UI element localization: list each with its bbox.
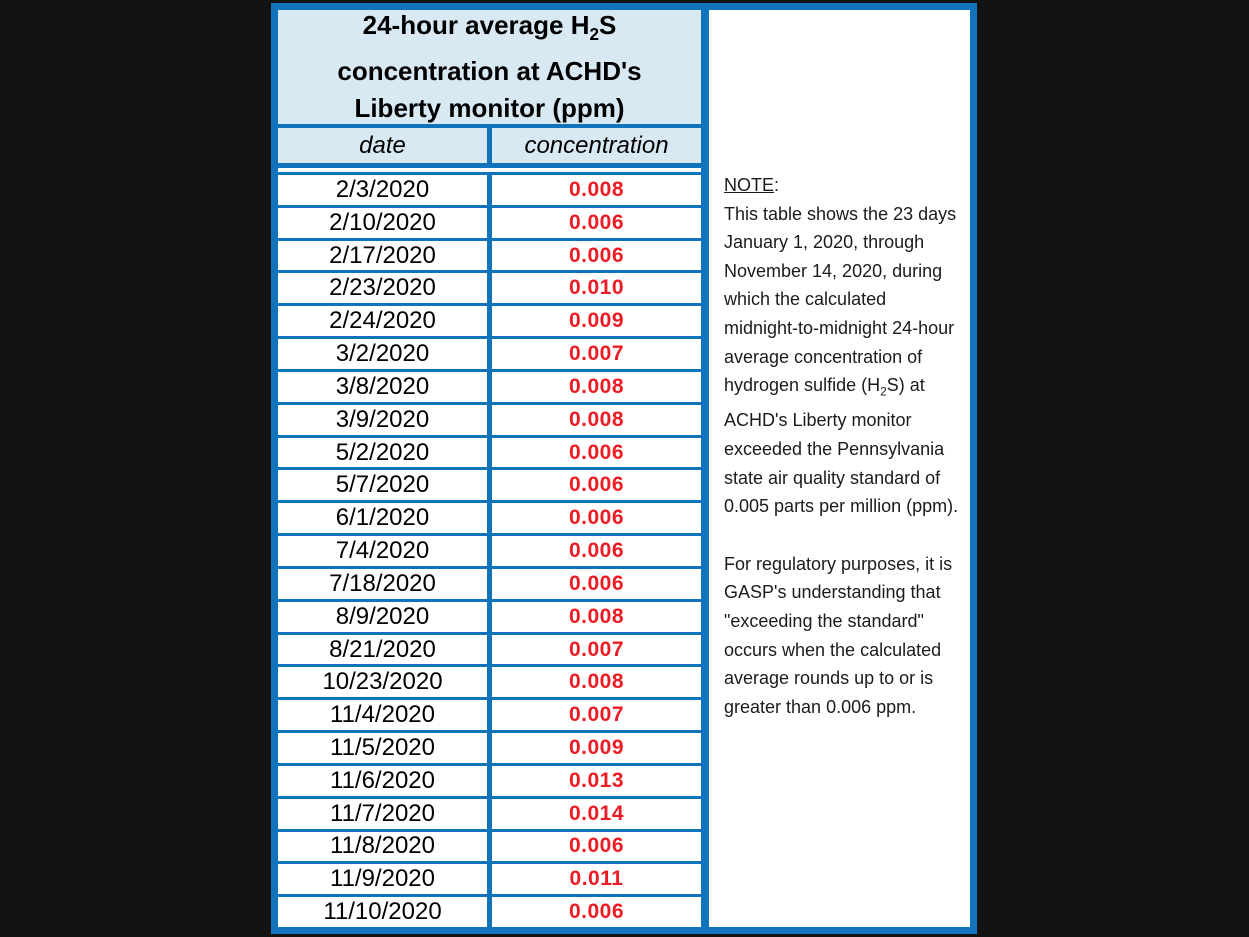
date-cell: 2/17/2020 bbox=[278, 239, 490, 272]
date-cell: 11/10/2020 bbox=[278, 896, 490, 927]
note-label-colon: : bbox=[774, 175, 780, 195]
table-row bbox=[278, 305, 701, 338]
concentration-cell: 0.007 bbox=[490, 699, 702, 732]
concentration-cell: 0.013 bbox=[490, 764, 702, 797]
date-cell: 7/4/2020 bbox=[278, 535, 490, 568]
date-cell: 11/4/2020 bbox=[278, 699, 490, 732]
date-cell: 11/8/2020 bbox=[278, 830, 490, 863]
concentration-cell: 0.007 bbox=[490, 338, 702, 371]
date-cell: 3/8/2020 bbox=[278, 370, 490, 403]
concentration-cell: 0.006 bbox=[490, 535, 702, 568]
concentration-cell: 0.008 bbox=[490, 403, 702, 436]
table-row bbox=[278, 239, 701, 272]
table-row bbox=[278, 732, 701, 765]
data-table bbox=[278, 172, 701, 927]
date-cell: 5/7/2020 bbox=[278, 469, 490, 502]
table-row bbox=[278, 403, 701, 436]
concentration-cell: 0.006 bbox=[490, 896, 702, 927]
date-cell: 7/18/2020 bbox=[278, 567, 490, 600]
table-row bbox=[278, 797, 701, 830]
table-row bbox=[278, 338, 701, 371]
h2s-exceedance-figure bbox=[271, 3, 977, 934]
table-title-line-3: Liberty monitor (ppm) bbox=[354, 93, 625, 124]
table-title bbox=[278, 10, 701, 128]
concentration-cell: 0.006 bbox=[490, 206, 702, 239]
concentration-cell: 0.006 bbox=[490, 436, 702, 469]
concentration-cell: 0.007 bbox=[490, 633, 702, 666]
concentration-cell: 0.006 bbox=[490, 567, 702, 600]
note-heading bbox=[724, 171, 965, 200]
concentration-cell: 0.010 bbox=[490, 272, 702, 305]
table-row bbox=[278, 666, 701, 699]
date-cell: 6/1/2020 bbox=[278, 502, 490, 535]
table-row bbox=[278, 436, 701, 469]
table-row bbox=[278, 633, 701, 666]
table-title-line-2: concentration at ACHD's bbox=[337, 56, 642, 87]
table-title-line-1: 24-hour average $H_2S$ bbox=[362, 9, 617, 45]
table-row bbox=[278, 764, 701, 797]
date-cell: 10/23/2020 bbox=[278, 666, 490, 699]
table-row bbox=[278, 830, 701, 863]
date-cell: 11/5/2020 bbox=[278, 732, 490, 765]
date-cell: 3/9/2020 bbox=[278, 403, 490, 436]
date-cell: 11/7/2020 bbox=[278, 797, 490, 830]
table-row bbox=[278, 535, 701, 568]
date-cell: 11/9/2020 bbox=[278, 863, 490, 896]
date-cell: 11/6/2020 bbox=[278, 764, 490, 797]
note-paragraph-1: This table shows the 23 days January 1, 2020, through November 14, 2020, during which the calculated midnight-to-midnight 24-hour average concentration of hydrogen sulfide $(H_2S)$ at ACHD's Liberty monitor exceeded the Pennsylvania state air quality standard of 0.005 parts per million (ppm). bbox=[724, 203, 959, 517]
concentration-cell: 0.011 bbox=[490, 863, 702, 896]
concentration-cell: 0.006 bbox=[490, 502, 702, 535]
concentration-cell: 0.008 bbox=[490, 666, 702, 699]
date-cell: 3/2/2020 bbox=[278, 338, 490, 371]
column-header-date: date bbox=[278, 128, 492, 163]
table-row bbox=[278, 699, 701, 732]
note-paragraph-2: For regulatory purposes, it is GASP's understanding that "exceeding the standard" occurs when the calculated average rounds up to or is greater than 0.006 ppm. bbox=[724, 553, 953, 717]
table-row bbox=[278, 469, 701, 502]
table-row bbox=[278, 896, 701, 927]
concentration-cell: 0.006 bbox=[490, 830, 702, 863]
concentration-cell: 0.014 bbox=[490, 797, 702, 830]
table-header-row bbox=[278, 128, 701, 168]
date-cell: 2/24/2020 bbox=[278, 305, 490, 338]
date-cell: 2/23/2020 bbox=[278, 272, 490, 305]
table-row bbox=[278, 370, 701, 403]
table-row bbox=[278, 174, 701, 207]
date-cell: 2/3/2020 bbox=[278, 174, 490, 207]
concentration-cell: 0.008 bbox=[490, 370, 702, 403]
date-cell: 2/10/2020 bbox=[278, 206, 490, 239]
table-row bbox=[278, 567, 701, 600]
concentration-cell: 0.006 bbox=[490, 239, 702, 272]
table-row bbox=[278, 863, 701, 896]
table-section bbox=[278, 10, 709, 927]
date-cell: 5/2/2020 bbox=[278, 436, 490, 469]
data-table-wrapper bbox=[278, 172, 701, 927]
column-header-concentration: concentration bbox=[524, 131, 669, 159]
note-paragraph-spacer bbox=[724, 521, 965, 550]
concentration-cell: 0.006 bbox=[490, 469, 702, 502]
note-label: NOTE bbox=[724, 175, 775, 195]
concentration-cell: 0.009 bbox=[490, 305, 702, 338]
note-section bbox=[709, 10, 970, 927]
table-row bbox=[278, 600, 701, 633]
table-row bbox=[278, 502, 701, 535]
table-row bbox=[278, 206, 701, 239]
concentration-cell: 0.009 bbox=[490, 732, 702, 765]
date-cell: 8/21/2020 bbox=[278, 633, 490, 666]
table-row bbox=[278, 272, 701, 305]
date-cell: 8/9/2020 bbox=[278, 600, 490, 633]
concentration-cell: 0.008 bbox=[490, 174, 702, 207]
concentration-cell: 0.008 bbox=[490, 600, 702, 633]
